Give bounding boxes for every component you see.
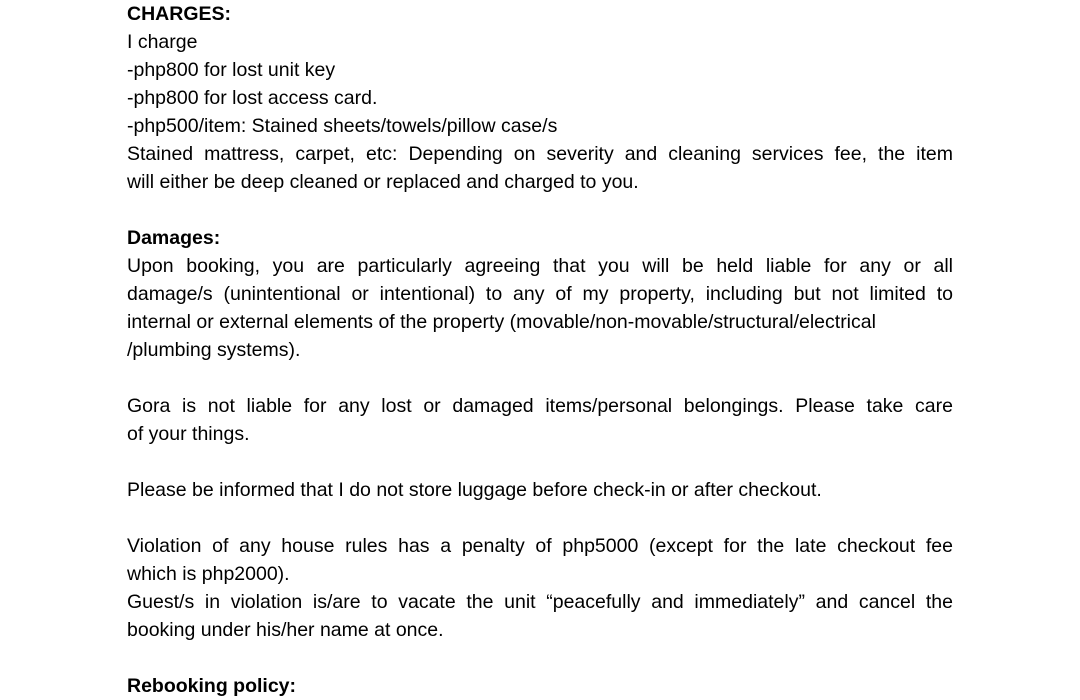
damages-line-1: Upon booking, you are particularly agreeing that you will be held liable for any or all: [127, 255, 953, 277]
damages-line-2: damage/s (unintentional or intentional) to any of my property, including but not limited to: [127, 283, 953, 305]
liability-line-1: Gora is not liable for any lost or damaged items/personal belongings. Please take care: [127, 395, 953, 417]
damages-heading: Damages:: [127, 227, 221, 249]
spacer: [127, 196, 953, 224]
document-page: [127, 0, 953, 700]
charges-mattress-line-2: will either be deep cleaned or replaced and charged to you.: [127, 171, 639, 193]
spacer: [127, 448, 953, 476]
vacate-line-2: booking under his/her name at once.: [127, 619, 444, 641]
damages-line-3: internal or external elements of the property (movable/non-movable/structural/electrical: [127, 311, 876, 333]
luggage-line: Please be informed that I do not store luggage before check-in or after checkout.: [127, 479, 822, 501]
charges-mattress-line-1: Stained mattress, carpet, etc: Depending on severity and cleaning services fee, the item: [127, 143, 953, 165]
liability-line-2: of your things.: [127, 423, 250, 445]
rebooking-heading: Rebooking policy:: [127, 675, 297, 697]
charges-line-stained-sheets: -php500/item: Stained sheets/towels/pillow case/s: [127, 115, 558, 137]
damages-line-4: /plumbing systems).: [127, 339, 301, 361]
spacer: [127, 644, 953, 672]
violation-line-2: which is php2000).: [127, 563, 290, 585]
charges-line-unit-key: -php800 for lost unit key: [127, 59, 336, 81]
spacer: [127, 364, 953, 392]
violation-line-1: Violation of any house rules has a penalty of php5000 (except for the late checkout fee: [127, 535, 953, 557]
charges-heading: CHARGES:: [127, 3, 232, 25]
vacate-line-1: Guest/s in violation is/are to vacate the unit “peacefully and immediately” and cancel the: [127, 591, 953, 613]
charges-line-intro: I charge: [127, 31, 198, 53]
charges-line-access-card: -php800 for lost access card.: [127, 87, 378, 109]
spacer: [127, 504, 953, 532]
